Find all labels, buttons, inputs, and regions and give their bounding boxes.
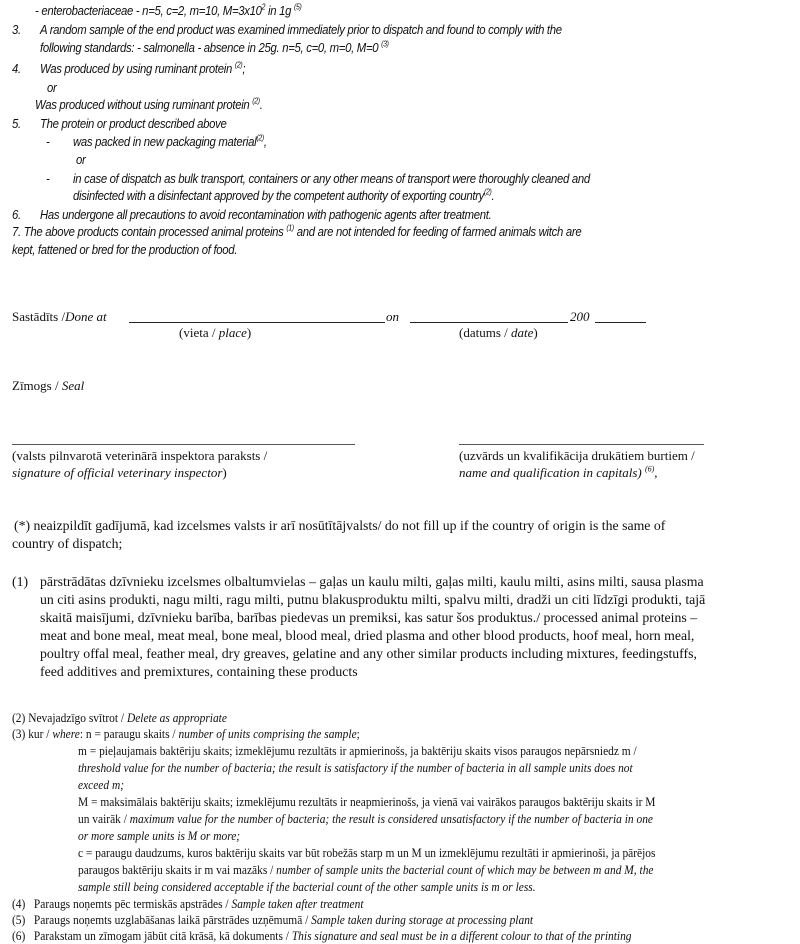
clause-6-text: Has undergone all precautions to avoid recontamination with pathogenic agents after treatment.	[40, 207, 492, 222]
footnote-1-line: un citi asins produkti, nagu milti, ragu milti, putnu blakusproduktu milti, spalvu milti, dradži un citi līdzīgi produkti, tajā	[40, 592, 706, 607]
footnote-ref: (5)	[293, 2, 302, 12]
name-caption-en: name and qualification in capitals) $^{(6)}$,	[459, 464, 658, 480]
done-at-label: Sastādīts /Done at	[12, 309, 107, 324]
footnote-ref: (1)	[286, 223, 294, 233]
enterobacteriaceae-standard: - enterobacteriaceae - n=5, c=2, m=10, $M=3x10^2$ in 1g $^{(5)}$	[35, 2, 302, 18]
clause-5-intro: The protein or product described above	[40, 116, 227, 131]
footnote-1-number: (1)	[12, 574, 29, 589]
clause-7-line-2: kept, fattened or bred for the production of food.	[12, 242, 238, 257]
footnote-3-c-lv: c = paraugu daudzums, kuros baktēriju skaits var būt robežās starp m un M un izmeklējumu rezultāti ir apmierinoši, ja pārējos	[78, 846, 656, 860]
footnote-ref: (6)	[644, 464, 655, 474]
signature-line[interactable]	[12, 444, 355, 445]
clause-4-option-non-ruminant: Was produced without using ruminant protein $^{(2)}$.	[35, 96, 263, 112]
clause-4-or: or	[47, 80, 57, 95]
footnote-5: (5) Paraugs noņemts uzglabāšanas laikā pārstrādes uzņēmumā / Sample taken during storage at processing plant	[12, 913, 534, 927]
footnote-6: (6) Parakstam un zīmogam jābūt citā krāsā, kā dokuments / This signature and seal must be in a different colour to that of the printing	[12, 929, 632, 943]
clause-3-number: 3.	[12, 22, 21, 37]
footnote-1-line: skaitā maisījumi, dzīvnieku barība, barības piedevas un premiksi, kas satur šos produktus./ processed animal proteins –	[40, 610, 698, 625]
clause-6-number: 6.	[12, 207, 21, 222]
clause-5-or: or	[76, 152, 86, 167]
footnote-ref: (2)	[256, 133, 264, 143]
footnote-3-c-en-end: sample still being considered acceptable if the bacterial count of the other sample units is m or less.	[78, 880, 536, 894]
footnote-4: (4) Paraugs noņemts pēc termiskās apstrādes / Sample taken after treatment	[12, 897, 364, 911]
bullet-dash: -	[46, 171, 50, 186]
clause-5-number: 5.	[12, 116, 21, 131]
footnote-ref: (2)	[234, 60, 243, 70]
bullet-dash: -	[46, 134, 50, 149]
date-caption: (datums / date)	[459, 325, 538, 340]
signature-caption-en: signature of official veterinary inspector)	[12, 465, 227, 480]
footnote-2: (2) Nevajadzīgo svītrot / Delete as appropriate	[12, 711, 227, 725]
footnote-3-header: (3) kur / where: n = paraugu skaits / number of units comprising the sample;	[12, 727, 360, 741]
on-label: on	[386, 309, 399, 324]
clause-4-number: 4.	[12, 61, 21, 76]
footnote-3-m-en: threshold value for the number of bacteria; the result is satisfactory if the number of bacteria in all sample units does not	[78, 761, 633, 775]
clause-3-line-2: following standards: - salmonella - absence in 25g. n=5, c=0, m=0, M=0 $^{(3)}$	[40, 39, 389, 55]
clause-5-option-bulk-line-1: in case of dispatch as bulk transport, containers or any other means of transport were thoroughly cleaned and	[73, 171, 590, 186]
place-caption: (vieta / place)	[179, 325, 252, 340]
signature-caption-lv: (valsts pilnvarotā veterinārā inspektora paraksts /	[12, 448, 268, 463]
name-caption-lv: (uzvārds un kvalifikācija drukātiem burtiem /	[459, 448, 695, 463]
footnote-3-M-lv: M = maksimālais baktēriju skaits; izmeklējumu rezultāts ir neapmierinošs, ja vienā vai vairākos paraugos baktēriju skaits ir M	[78, 795, 656, 809]
footnote-3-c-en: paraugos baktēriju skaits ir m vai mazāks / number of sample units the bacterial count of which may be between m and M, the	[78, 863, 654, 877]
footnote-1-line: pārstrādātas dzīvnieku izcelsmes olbaltumvielas – gaļas un kaulu milti, gaļas milti, kaulu milti, asins milti, sausa plasma	[40, 574, 704, 589]
name-qualification-line[interactable]	[459, 444, 704, 445]
clause-7-line-1: 7. The above products contain processed animal proteins $^{(1)}$ and are not intended for feeding of farmed animals witch are	[12, 223, 582, 239]
clause-3-line-1: A random sample of the end product was examined immediately prior to dispatch and found to comply with the	[40, 22, 562, 37]
footnote-1-line: poultry offal meal, feather meal, dry greaves, gelatine and any other similar products including mixtures, feedingstuffs,	[40, 646, 697, 661]
footnote-1-line: feed additives and premixtures, containing these products	[40, 664, 358, 679]
clause-4-option-ruminant: Was produced by using ruminant protein $^{(2)}$;	[40, 60, 246, 76]
clause-5-option-bulk-line-2: disinfected with a disinfectant approved by the competent authority of exporting country$^{(2)}$.	[73, 187, 495, 203]
footnote-ref: (2)	[252, 96, 260, 106]
place-field[interactable]	[129, 322, 385, 323]
footnote-1-line: meat and bone meal, meat meal, bone meal, blood meal, dried plasma and other blood products, hoof meal, horn meal,	[40, 628, 695, 643]
footnote-3-M-en: un vairāk / maximum value for the number of bacteria; the result is considered unsatisfactory if the number of bacteria in one	[78, 812, 654, 826]
seal-label: Zīmogs / Seal	[12, 378, 85, 393]
date-field[interactable]	[410, 322, 568, 323]
year-field[interactable]	[595, 322, 646, 323]
year-prefix: 200	[570, 309, 590, 324]
footnote-3-M-en-end: or more sample units is M or more;	[78, 829, 241, 843]
footnote-ref: (2)	[484, 187, 492, 197]
clause-5-option-new-packaging: was packed in new packaging material$^{(2)}$,	[73, 133, 267, 149]
footnote-ref: (3)	[381, 39, 389, 49]
asterisk-note-line-2: country of dispatch;	[12, 536, 123, 551]
asterisk-note-line-1: (*) neaizpildīt gadījumā, kad izcelsmes valsts ir arī nosūtītājvalsts/ do not fill up if the country of origin is the same of	[14, 518, 666, 533]
footnote-3-m-en-end: exceed m;	[78, 778, 125, 792]
footnote-3-m-lv: m = pieļaujamais baktēriju skaits; izmeklējumu rezultāts ir apmierinošs, ja baktēriju skaits visos paraugos nepārsniedz m /	[78, 744, 637, 758]
